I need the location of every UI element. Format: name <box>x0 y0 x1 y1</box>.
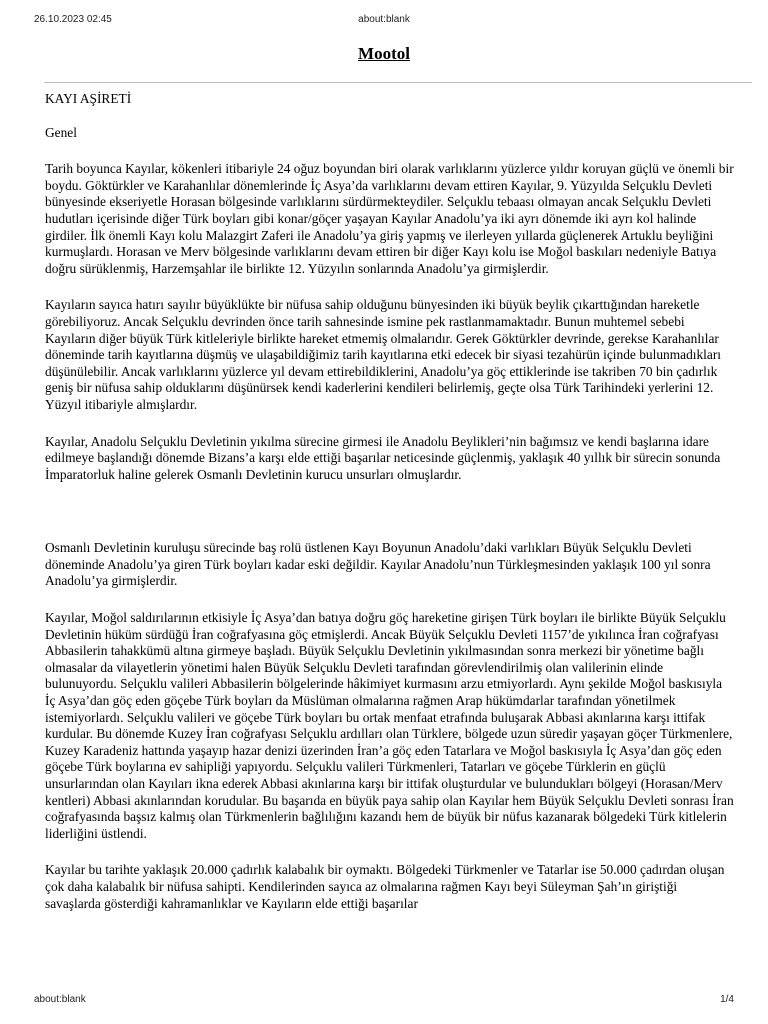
print-footer <box>34 994 734 1008</box>
site-title[interactable]: Mootol <box>358 44 410 63</box>
title-divider <box>44 82 752 83</box>
print-header <box>34 14 734 28</box>
print-header-url: about:blank <box>358 14 410 25</box>
paragraph-4: Osmanlı Devletinin kuruluşu sürecinde baş rolü üstlenen Kayı Boyunun Anadolu’daki varlıkları Büyük Selçuklu Devleti döneminde Anadolu’ya giren Türk boyları kadar eski değildir. Kayılar Anadolu’nun Türkleşmesinden yaklaşık 100 yıl sonra Anadolu’ya girmişlerdir. <box>45 540 711 589</box>
page-counter: 1/4 <box>720 994 734 1005</box>
paragraph-1: Tarih boyunca Kayılar, kökenleri itibariyle 24 oğuz boyundan biri olarak varlıklarını yüzlerce yıldır koruyan güçlü ve önemli bir boydu. Göktürkler ve Karahanlılar dönemlerinde İç Asya’da varlıklarını devam ettiren Kayılar, 9. Yüzyılda Selçuklu Devleti bünyesinde ekseriyetle Horasan bölgesinde varlıklarını sürdürmekteydiler. Selçuklu tebaası olmayan ancak Selçuklu Devleti hudutları içerisinde diğer Türk boyları gibi konar/göçer yaşayan Kayılar Anadolu’ya iki ayrı dönemde iki ayrı kol halinde girdiler. İlk önemli Kayı kolu Malazgirt Zaferi ile Anadolu’ya giriş yapmış ve ilerleyen yıllarda güçlenerek Artuklu beyliğini kurmuşlardı. Horasan ve Merv bölgesinde varlıklarını devam ettiren bir diğer Kayı kolu ise Moğol baskıları nedeniyle Batıya doğru sürüklenmiş, Harzemşahlar ile birlikte 12. Yüzyılın sonlarında Anadolu’ya girmişlerdir. <box>45 161 734 276</box>
article-body <box>45 90 735 912</box>
paragraph-3: Kayılar, Anadolu Selçuklu Devletinin yıkılma sürecine girmesi ile Anadolu Beylikleri’nin bağımsız ve kendi başlarına idare edilmeye başlandığı dönemde Bizans’a karşı elde ettiği başarılar neticesinde güçlenmiş, yaklaşık 40 yıllık bir sürecin sonunda İmparatorluk haline gelerek Osmanlı Devletinin kurucu unsurları olmuşlardır. <box>45 433 721 482</box>
section-heading: Genel <box>45 124 77 140</box>
paragraph-5: Kayılar, Moğol saldırılarının etkisiyle İç Asya’dan batıya doğru göç hareketine girişen Türk boyları ile birlikte Büyük Selçuklu Devletinin hüküm sürdüğü İran coğrafyasına göç etmişlerdi. Ancak Büyük Selçuklu Devleti 1157’de yıkılınca İran coğrafyası Abbasilerin tahakkümü altına girmeye başladı. Büyük Selçuklu Devletinin yıkılmasından sonra merkezi bir yönetime bağlı olmasalar da vilayetlerin yönetimi halen Büyük Selçuklu Devleti tarafından görevlendirilmiş olan valilerinin elinde bulunuyordu. Selçuklu valileri Abbasilerin bölgelerinde hâkimiyet kurmasını arzu etmiyorlardı. Aynı şekilde Moğol baskısıyla İç Asya’dan göç eden göçebe Türk boyları da Müslüman olmalarına rağmen Arap hükümdarlar tarafından yönetilmek istemiyorlardı. Selçuklu valileri ve göçebe Türk boyları bu ortak menfaat etrafında buluşarak Abbasi akınlarına karşı ittifak kurdular. Bu dönemde Kuzey İran coğrafyası Selçuklu ardılları olan Türklere, bölgede uzun süredir yaşayan göçer Türkmenlere, Kuzey Karadeniz hattında yaşayıp hazar denizi üzerinden İran’a göç eden Tatarlara ve Moğol baskısıyla İç Asya’dan göç eden göçebe Türk boylarına ev sahipliği yapıyordu. Selçuklu valileri Türkmenleri, Tatarları ve göçebe Türklerin en güçlü unsurlarından olan Kayıları ikna ederek Abbasi akınlarına karşı bir ittifak oluşturdular ve bulundukları bölgeyi (Horasan/Merv kentleri) Abbasi akınlarından korudular. Bu başarıda en büyük paya sahip olan Kayılar hem Büyük Selçuklu Devleti sonrası İran coğrafyasında başsız kalmış olan Türkmenlerin bağlılığını kazandı hem de büyük bir nüfus kazanarak bölgedeki Türk kitlelerin liderliğini üstlendi. <box>45 610 734 841</box>
paragraph-6: Kayılar bu tarihte yaklaşık 20.000 çadırlık kalabalık bir oymaktı. Bölgedeki Türkmenler ve Tatarlar ise 50.000 çadırdan oluşan çok daha kalabalık bir nüfusa sahipti. Kendilerinden sayıca az olmalarına rağmen Kayı beyi Süleyman Şah’ın giriştiği savaşlarda gösterdiği kahramanlıklar ve Kayıların elde ettiği başarılar <box>45 862 725 911</box>
print-footer-url: about:blank <box>34 994 86 1005</box>
paragraph-2: Kayıların sayıca hatırı sayılır büyüklükte bir nüfusa sahip olduğunu bünyesinden iki büyük beylik çıkarttığından hareketle görebiliyoruz. Ancak Selçuklu devrinden önce tarih sahnesinde ismine pek rastlanmamaktadır. Bunun muhtemel sebebi Kayıların diğer büyük Türk kitleleriyle birlikte hareket etmemiş olmalarıdır. Gerek Göktürkler devrinde, gerekse Karahanlılar döneminde tarih kayıtlarına düşmüş ve ulaşabildiğimiz tarih kayıtlarına etki edecek bir siyasi tezahürün içinde bulunmadıkları düşünülebilir. Ancak varlıklarını yüzlerce yıl devam ettirebildiklerini, Anadolu’ya göç ettiklerinde ise takriben 70 bin çadırlık geniş bir nüfusa sahip olduklarını düşünürsek kendi kaderlerini kendileri belirlemiş, geçte olsa Türk Tarihindeki yerlerini 12. Yüzyıl itibariyle almışlardır. <box>45 297 722 412</box>
article-heading: KAYI AŞİRETİ <box>45 91 132 106</box>
print-datetime: 26.10.2023 02:45 <box>34 14 112 25</box>
